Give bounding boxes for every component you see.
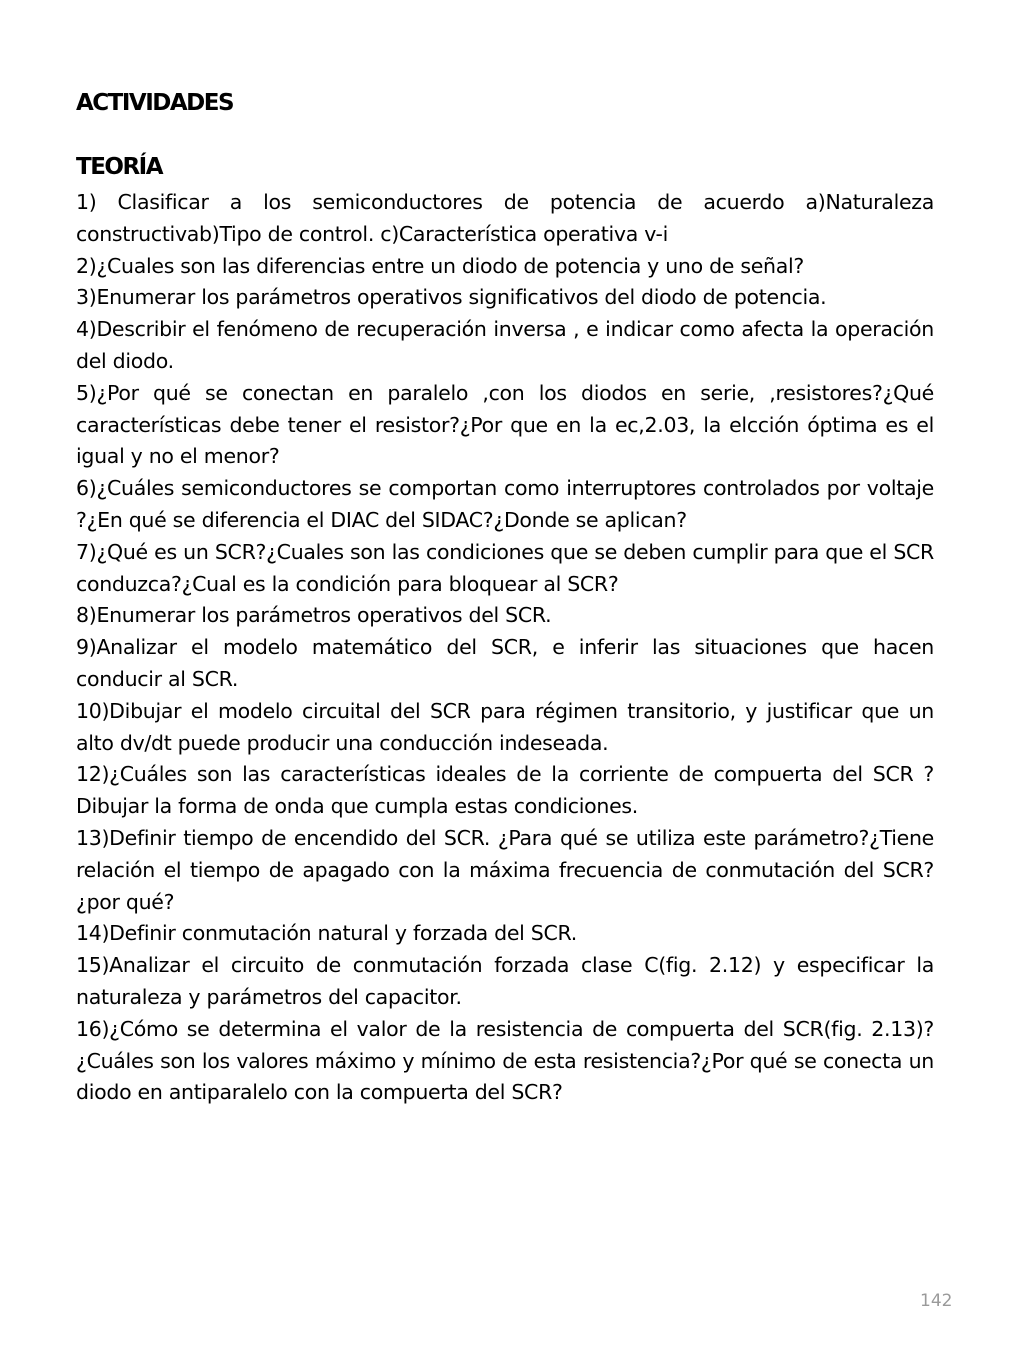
- question-list: [76, 187, 934, 1109]
- question-item: 7)¿Qué es un SCR?¿Cuales son las condiciones que se deben cumplir para que el SCR conduzca?¿Cual es la condición para bloquear al SCR?: [76, 539, 934, 596]
- question-item: 14)Definir conmutación natural y forzada del SCR.: [76, 921, 577, 946]
- question-item: 5)¿Por qué se conectan en paralelo ,con los diodos en serie, ,resistores?¿Qué características debe tener el resistor?¿Por que en la ec,2.03, la elcción óptima es el igual y no el menor?: [76, 380, 934, 469]
- question-item: 13)Definir tiempo de encendido del SCR. ¿Para qué se utiliza este parámetro?¿Tiene relación el tiempo de apagado con la máxima frecuencia de conmutación del SCR?¿por qué?: [76, 825, 934, 914]
- question-item: 15)Analizar el circuito de conmutación forzada clase C(fig. 2.12) y especificar la naturaleza y parámetros del capacitor.: [76, 953, 934, 1009]
- question-item: 9)Analizar el modelo matemático del SCR, e inferir las situaciones que hacen conducir al SCR.: [76, 635, 934, 691]
- question-item: 10)Dibujar el modelo circuital del SCR para régimen transitorio, y justificar que un alto dv/dt puede producir una conducción indeseada.: [76, 698, 934, 755]
- page-number: 142: [920, 1291, 953, 1311]
- question-item: 2)¿Cuales son las diferencias entre un diodo de potencia y uno de señal?: [76, 253, 804, 278]
- question-item: 16)¿Cómo se determina el valor de la resistencia de compuerta del SCR(fig. 2.13)?¿Cuáles son los valores máximo y mínimo de esta resistencia?¿Por qué se conecta un diodo en antiparalelo con la compuerta del SCR?: [76, 1016, 934, 1105]
- page-heading: ACTIVIDADES: [76, 90, 234, 116]
- question-item: 12)¿Cuáles son las características ideales de la corriente de compuerta del SCR ? Dibujar la forma de onda que cumpla estas condiciones.: [76, 762, 934, 819]
- question-item: 8)Enumerar los parámetros operativos del SCR.: [76, 603, 552, 628]
- section-title: TEORÍA: [76, 154, 163, 180]
- question-item: 6)¿Cuáles semiconductores se comportan como interruptores controlados por voltaje ?¿En qué se diferencia el DIAC del SIDAC?¿Donde se aplican?: [76, 476, 934, 532]
- question-item: 4)Describir el fenómeno de recuperación inversa , e indicar como afecta la operación del diodo.: [76, 317, 934, 373]
- question-item: 1) Clasificar a los semiconductores de potencia de acuerdo a)Naturaleza constructivab)Tipo de control. c)Característica operativa v-i: [76, 190, 934, 246]
- question-item: 3)Enumerar los parámetros operativos significativos del diodo de potencia.: [76, 285, 827, 310]
